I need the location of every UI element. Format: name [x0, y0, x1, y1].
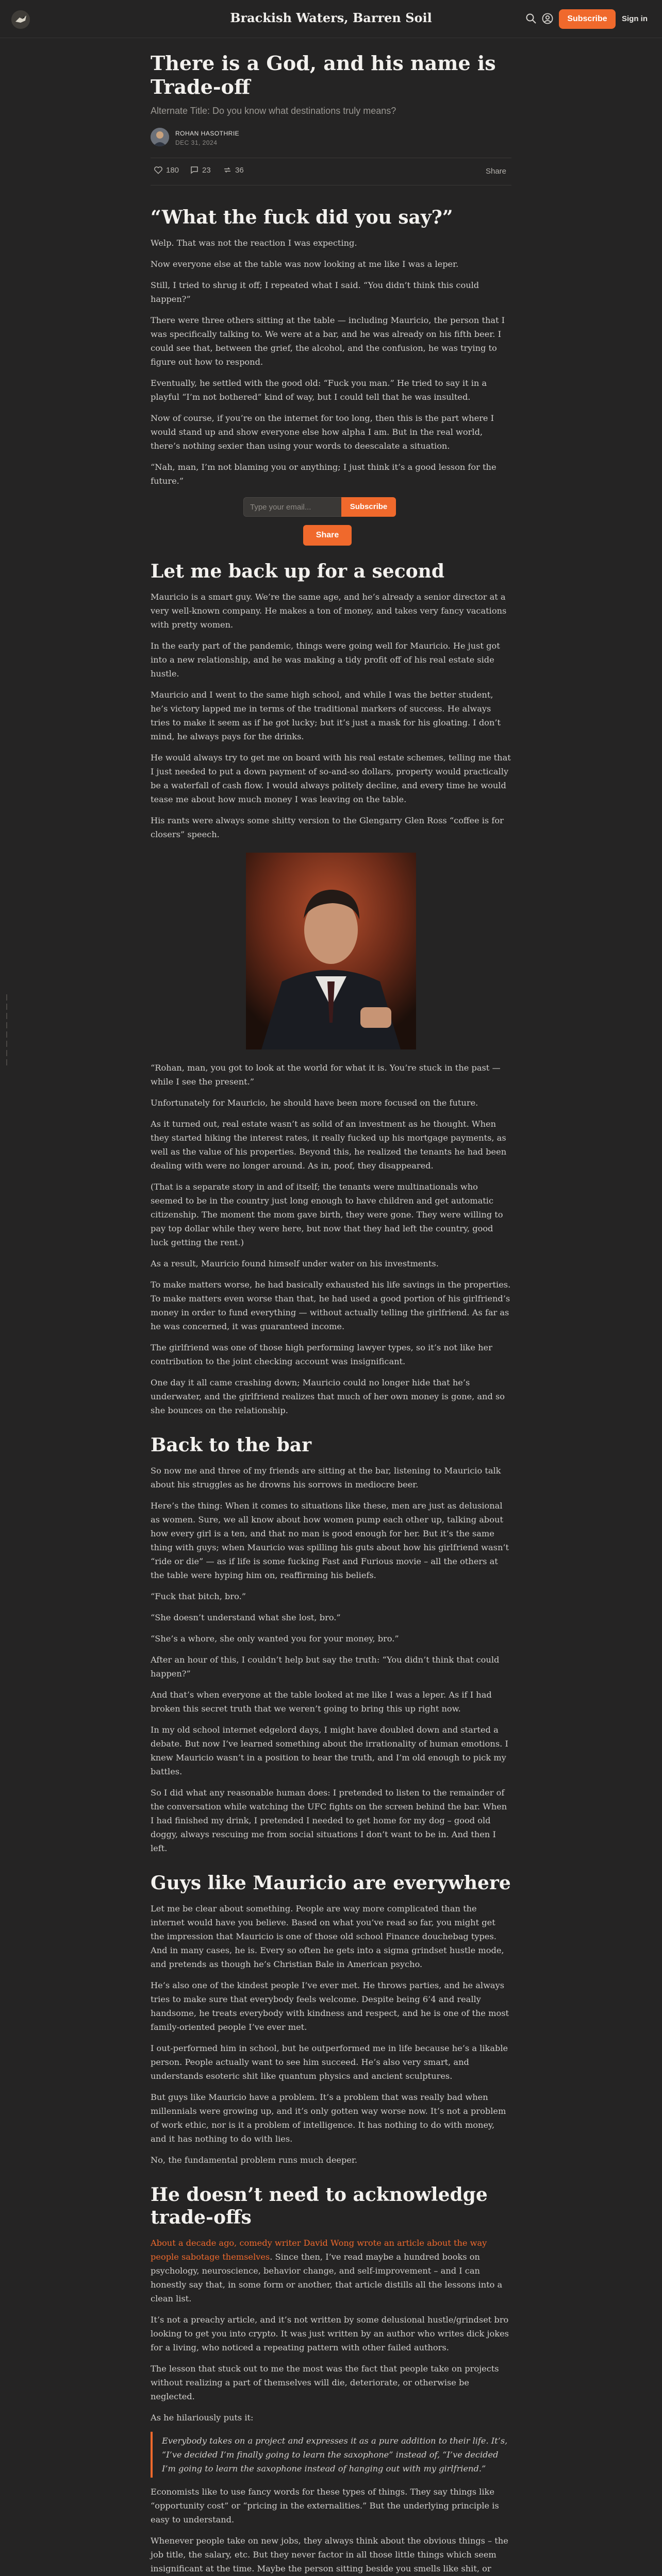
paragraph: Now everyone else at the table was now looking at me like I was a leper.	[151, 259, 459, 269]
paragraph: One day it all came crashing down; Mauricio could no longer hide that he’s underwater, and the girlfriend realizes that much of her own money is gone, and so she bounces on the relationship.	[151, 1378, 505, 1415]
paragraph: The girlfriend was one of those high performing lawyer types, so it’s not like her contribution to the joint checking account was insignificant.	[151, 1343, 492, 1366]
comment-icon	[190, 165, 199, 175]
section-heading: Back to the bar	[151, 1434, 312, 1456]
paragraph: He’s also one of the kindest people I’ve ever met. He throws parties, and he always tries to make sure that everybody feels welcome. Despite being 6’4 and really handsome, he treats everybody with kindness and respect, and he is one of the most family-oriented people I’ve ever met.	[151, 1980, 509, 2032]
paragraph: “Fuck that bitch, bro.”	[151, 1591, 246, 1601]
author-avatar[interactable]	[151, 128, 169, 146]
inline-subscribe-button[interactable]: Subscribe	[341, 497, 396, 517]
restack-icon	[223, 165, 232, 175]
paragraph: “Nah, man, I’m not blaming you or anything; I just think it’s a good lesson for the future.”	[151, 462, 496, 486]
sign-in-link[interactable]: Sign in	[622, 14, 648, 23]
paragraph: Mauricio is a smart guy. We’re the same age, and he’s already a senior director at a very well-known company. He makes a ton of money, and takes very fancy vacations with pretty women.	[151, 592, 507, 630]
section-heading: He doesn’t need to acknowledge trade-offs	[151, 2184, 488, 2228]
paragraph-text: . Since then, I’ve read maybe a hundred books on psychology, neuroscience, behavior change, and self-improvement – and I can honestly say that, in some form or another, that article distills all the lessons into a clean list.	[151, 2252, 503, 2303]
side-scroll-indicator[interactable]	[6, 994, 10, 1069]
share-button[interactable]: Share	[303, 525, 352, 546]
like-count: 180	[166, 166, 179, 175]
search-icon[interactable]	[525, 12, 537, 25]
article-image[interactable]	[246, 853, 416, 1049]
paragraph: “Rohan, man, you got to look at the world for what it is. You’re stuck in the past — while I see the present.”	[151, 1063, 501, 1087]
paragraph: I out-performed him in school, but he outperformed me in life because he’s a likable person. People actually want to see him succeed. He’s also very smart, and understands esoteric shit like quantum physics and ancient sculptures.	[151, 2043, 508, 2081]
quote-text: Everybody takes on a project and expresses it as a pure addition to their life. It’s, “I’ve decided I’m finally going to learn the saxophone” instead of, “I’ve decided I’m going to learn the saxophone instead of hanging out with my girlfriend.”	[162, 2436, 508, 2473]
byline	[151, 126, 511, 152]
paragraph: Here’s the thing: When it comes to situations like these, men are just as delusional as women. Sure, we all know about how women pump each other up, talking about how every girl is a ten, and that no man is good enough for her. But it’s the same thing with guys; when Mauricio was spilling his guts about how his girlfriend wasn’t “ride or die” — as if life is some fucking Fast and Furious movie – all the others at the table were hyping him on, reaffirming his beliefs.	[151, 1501, 509, 1580]
paragraph: As it turned out, real estate wasn’t as solid of an investment as he thought. When they started hiking the interest rates, it really fucked up his mortgage payments, as well as the value of his properties. Beyond this, he realized the tenants he had been dealing with were no longer around. As in, poof, they disappeared.	[151, 1119, 507, 1171]
paragraph: And that’s when everyone at the table looked at me like I was a leper. As if I had broken this secret truth that we weren’t going to bring this up right now.	[151, 1690, 492, 1714]
paragraph: In my old school internet edgelord days, I might have doubled down and started a debate. But now I’ve learned something about the irrationality of human emotions. I knew Mauricio wasn’t in a position to hear the truth, and I’m old enough to pick my battles.	[151, 1725, 508, 1776]
man-in-suit-photo-icon	[246, 853, 416, 1049]
paragraph: As a result, Mauricio found himself under water on his investments.	[151, 1259, 439, 1268]
paragraph: He would always try to get me on board with his real estate schemes, telling me that I just needed to put a down payment of so-and-so dollars, property would practically be a waterfall of cash flow. I would always politely decline, and every time he would tease me about how much money I was leaving on the table.	[151, 753, 511, 804]
paragraph: His rants were always some shitty version to the Glengarry Glen Ross “coffee is for closers” speech.	[151, 816, 504, 839]
paragraph: Whenever people take on new jobs, they always think about the obvious things – the job title, the salary, etc. But they never factor in all those little things which seem insignificant at the time. Maybe the person sitting beside you smells like shit, or	[151, 2536, 508, 2573]
paragraph: As he hilariously puts it:	[151, 2413, 254, 2422]
paragraph: Economists like to use fancy words for these types of things. They say things like “opportunity cost” or “pricing in the externalities.” But the underlying principle is easy to understand.	[151, 2487, 499, 2524]
post-actions-bar	[151, 158, 511, 185]
post-title: There is a God, and his name is Trade-off	[151, 52, 496, 98]
paragraph: Welp. That was not the reaction I was expecting.	[151, 238, 357, 248]
header-subscribe-button[interactable]: Subscribe	[559, 9, 616, 29]
paragraph: Mauricio and I went to the same high school, and while I was the better student, he’s victory lapped me in terms of the traditional markers of success. He always tries to make it seem as if he got lucky; but it’s just a mask for his gloating. I don’t mind, he always pays for the drinks.	[151, 690, 501, 741]
paragraph: To make matters worse, he had basically exhausted his life savings in the properties. To make matters even worse than that, he had used a good portion of his girlfriend’s money in order to fund everything — without actually telling the girlfriend. As far as he was concerned, it was guaranteed income.	[151, 1280, 511, 1331]
avatar-portrait-icon	[151, 128, 169, 146]
post-date: DEC 31, 2024	[175, 139, 218, 146]
paragraph: Unfortunately for Mauricio, he should have been more focused on the future.	[151, 1098, 478, 1108]
section-heading: “What the fuck did you say?”	[151, 207, 453, 228]
email-input[interactable]	[243, 497, 341, 517]
comment-count: 23	[202, 166, 211, 175]
paragraph: So I did what any reasonable human does: I pretended to listen to the remainder of the conversation while watching the UFC fights on the screen behind the bar. When I had finished my drink, I pretended I needed to get home for my dog – good old doggy, always rescuing me from social situations I don’t want to be in. And then I left.	[151, 1788, 507, 1853]
paragraph: “She doesn’t understand what she lost, bro.”	[151, 1613, 341, 1622]
paragraph: In the early part of the pandemic, things were going well for Mauricio. He just got into a new relationship, and he was making a tidy profit off of his real estate side hustle.	[151, 641, 500, 679]
post-subtitle: Alternate Title: Do you know what destinations truly means?	[151, 106, 396, 116]
section-heading: Guys like Mauricio are everywhere	[151, 1872, 511, 1894]
heart-icon	[154, 165, 163, 175]
top-navigation-bar	[0, 0, 662, 38]
article	[151, 52, 511, 2576]
publication-title[interactable]: Brackish Waters, Barren Soil	[230, 10, 432, 25]
share-link[interactable]: Share	[485, 167, 506, 176]
restack-count: 36	[235, 166, 244, 175]
subscribe-widget	[151, 488, 511, 546]
paragraph	[151, 2236, 511, 2306]
like-button[interactable]	[154, 165, 179, 175]
paragraph: It’s not a preachy article, and it’s not written by some delusional hustle/grindset bro looking to get you into crypto. It was just written by an author who writes dick jokes for a living, who noticed a repeating pattern with other failed authors.	[151, 2315, 509, 2352]
paragraph: So now me and three of my friends are sitting at the bar, listening to Mauricio talk about his struggles as he drowns his sorrows in mediocre beer.	[151, 1466, 501, 1489]
paragraph: The lesson that stuck out to me the most was the fact that people take on projects without realizing a part of themselves will die, deteriorate, or otherwise be neglected.	[151, 2364, 499, 2401]
blockquote	[151, 2432, 511, 2478]
paragraph: No, the fundamental problem runs much deeper.	[151, 2155, 358, 2165]
paragraph: Now of course, if you’re on the internet for too long, then this is the part where I would stand up and show everyone else how alpha I am. But in the real world, there’s nothing sexier than using your words to deescalate a situation.	[151, 413, 494, 451]
account-icon[interactable]	[541, 12, 554, 25]
paragraph: Still, I tried to shrug it off; I repeated what I said. “You didn’t think this could happen?”	[151, 280, 479, 304]
paragraph: Eventually, he settled with the good old: “Fuck you man.” He tried to say it in a playful “I’m not bothered” kind of way, but I could tell that he was insulted.	[151, 378, 487, 402]
section-heading: Let me back up for a second	[151, 561, 444, 582]
paragraph: There were three others sitting at the table — including Mauricio, the person that I was specifically talking to. We were at a bar, and he was already on his fifth beer. I could see that, between the grief, the alcohol, and the confusion, he was trying to figure out how to respond.	[151, 315, 505, 367]
paragraph: But guys like Mauricio have a problem. It’s a problem that was really bad when millennials were growing up, and it’s only gotten way worse now. It’s not a problem of work ethic, nor is it a problem of intelligence. It has nothing to do with money, and it has nothing to do with lies.	[151, 2092, 506, 2144]
article-link[interactable]: About a decade ago, comedy writer David Wong wrote an article about the way people sabotage themselves	[151, 2238, 487, 2262]
author-name[interactable]: ROHAN HASOTHRIE	[175, 130, 240, 137]
paragraph: (That is a separate story in and of itself; the tenants were multinationals who seemed to be in the country just long enough to have children and get automatic citizenship. The moment the mom gave birth, they were gone. They were willing to pay top dollar while they were here, but now that they had left the country, good luck getting the rent.)	[151, 1182, 503, 1247]
paragraph: Let me be clear about something. People are way more complicated than the internet would have you believe. Based on what you’ve read so far, you might get the impression that Mauricio is one of those old school Finance douchebag types. And in many cases, he is. Every so often he gets into a sigma grindset hustle mode, and pretends as though he’s Christian Bale in American psycho.	[151, 1904, 504, 1969]
restack-button[interactable]	[223, 165, 244, 175]
paragraph: After an hour of this, I couldn’t help but say the truth: “You didn’t think that could happen?”	[151, 1655, 500, 1679]
paragraph: “She’s a whore, she only wanted you for your money, bro.”	[151, 1634, 399, 1643]
comment-button[interactable]	[190, 165, 211, 175]
